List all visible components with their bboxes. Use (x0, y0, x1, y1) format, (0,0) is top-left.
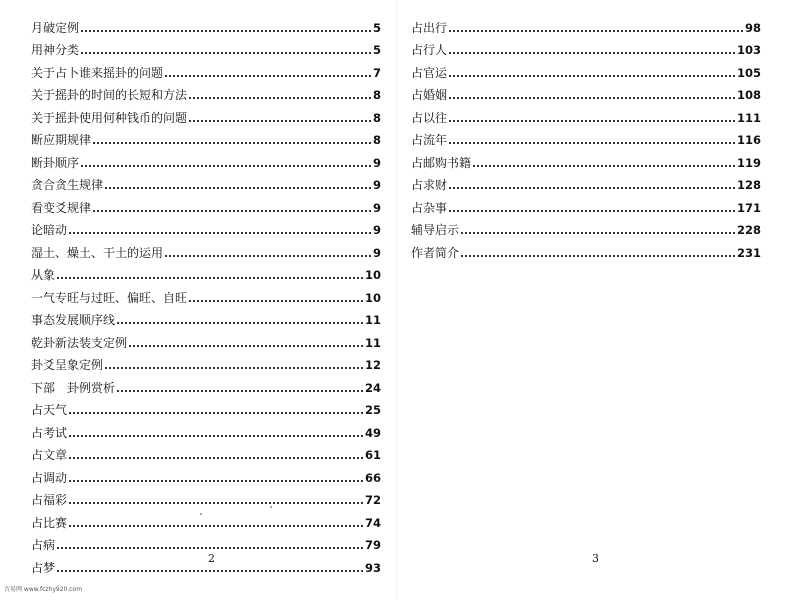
dot-leader (461, 254, 735, 257)
page-number-right: 3 (592, 552, 599, 565)
toc-entry-page: 66 (364, 470, 381, 485)
toc-entry-page: 9 (372, 178, 381, 192)
toc-entry-title: 占天气 (31, 403, 68, 417)
toc-entry-title: 关于摇卦使用何种钱币的问题 (31, 110, 188, 125)
dot-leader (461, 231, 735, 234)
toc-entry-page: 5 (372, 20, 381, 35)
toc-entry-page: 116 (736, 133, 761, 147)
toc-entry-title: 占官运 (411, 65, 448, 80)
toc-entry-page: 108 (736, 88, 761, 102)
toc-entry-page: 72 (364, 493, 381, 507)
toc-entry-page: 103 (736, 43, 761, 57)
toc-entry (411, 35, 761, 58)
toc-entry-title: 用神分类 (31, 43, 80, 57)
toc-entry (411, 80, 761, 103)
toc-entry (31, 327, 381, 350)
right-page (396, 0, 793, 600)
dot-leader (69, 479, 363, 482)
toc-entry-title: 占文章 (31, 448, 68, 462)
dot-leader (57, 569, 363, 572)
toc-entry-title: 一气专旺与过旺、偏旺、自旺 (31, 290, 188, 305)
toc-entry (31, 80, 381, 103)
toc-entry-title: 占婚姻 (411, 88, 448, 102)
toc-entry (31, 125, 381, 148)
toc-entry-page: 119 (736, 155, 761, 170)
dot-leader (129, 344, 363, 347)
dot-leader (189, 299, 363, 302)
toc-entry-page: 111 (736, 110, 761, 125)
toc-entry-title: 占出行 (411, 20, 448, 35)
toc-entry-title: 占流年 (411, 133, 448, 147)
toc-entry-page: 98 (744, 20, 761, 35)
toc-entry-page: 93 (364, 560, 381, 575)
toc-entry-page: 228 (736, 223, 761, 237)
toc-entry (31, 417, 381, 440)
page-number-left: 2 (208, 552, 215, 565)
dot-leader (105, 186, 371, 189)
toc-entry-title: 占病 (31, 538, 56, 552)
dot-leader (189, 96, 371, 99)
toc-entry-title: 事态发展顺序线 (31, 313, 116, 327)
toc-entry (411, 170, 761, 193)
dot-leader (81, 164, 371, 167)
toc-entry-page: 24 (364, 380, 381, 395)
toc-entry-title: 乾卦新法装支定例 (31, 335, 128, 350)
dot-leader (449, 74, 735, 77)
dot-leader (69, 231, 371, 234)
dot-leader (449, 186, 735, 189)
toc-entry-title: 卦爻呈象定例 (31, 358, 104, 372)
toc-entry-page: 7 (372, 65, 381, 80)
dot-leader (105, 366, 363, 369)
toc-entry-page: 9 (372, 245, 381, 260)
toc-list-right (411, 12, 761, 260)
toc-entry-page: 8 (372, 110, 381, 125)
toc-entry-title: 占行人 (411, 43, 448, 57)
toc-entry-page: 49 (364, 425, 381, 440)
dot-leader (449, 96, 735, 99)
toc-entry-title: 关于占卜谁来摇卦的问题 (31, 65, 164, 80)
toc-entry-title: 作者简介 (411, 245, 460, 260)
toc-entry-title: 占调动 (31, 470, 68, 485)
toc-entry-title: 占邮购书籍 (411, 155, 472, 170)
scan-speck (270, 506, 272, 508)
toc-entry (411, 192, 761, 215)
toc-entry-title: 占考试 (31, 425, 68, 440)
toc-list-left (31, 12, 381, 575)
toc-entry (31, 530, 381, 553)
toc-entry-page: 9 (372, 200, 381, 215)
toc-entry (31, 147, 381, 170)
toc-entry (31, 282, 381, 305)
toc-entry-page: 10 (364, 290, 381, 305)
dot-leader (69, 501, 363, 504)
dot-leader (69, 524, 363, 527)
toc-entry-title: 贪合贪生规律 (31, 178, 104, 192)
toc-entry-title: 断卦顺序 (31, 155, 80, 170)
toc-entry-title: 占以往 (411, 110, 448, 125)
toc-entry-page: 25 (364, 403, 381, 417)
toc-entry (31, 192, 381, 215)
toc-entry (31, 305, 381, 328)
left-page (0, 0, 396, 600)
dot-leader (69, 434, 363, 437)
toc-entry (31, 507, 381, 530)
dot-leader (449, 51, 735, 54)
toc-entry-title: 湿土、燥土、干土的运用 (31, 245, 164, 260)
toc-entry-page: 8 (372, 88, 381, 102)
toc-entry (31, 440, 381, 463)
dot-leader (165, 254, 371, 257)
toc-entry (411, 125, 761, 148)
toc-entry (31, 170, 381, 193)
toc-entry (411, 147, 761, 170)
toc-entry-title: 关于摇卦的时间的长短和方法 (31, 88, 188, 102)
toc-entry-title: 辅导启示 (411, 223, 460, 237)
toc-entry-page: 12 (364, 358, 381, 372)
toc-entry-title: 占杂事 (411, 200, 448, 215)
toc-entry-title: 占梦 (31, 560, 56, 575)
toc-entry (411, 215, 761, 238)
toc-entry-title: 占福彩 (31, 493, 68, 507)
dot-leader (69, 411, 363, 414)
toc-entry-page: 8 (372, 133, 381, 147)
scan-speck (200, 513, 202, 515)
toc-entry (31, 57, 381, 80)
toc-entry-title: 下部 卦例赏析 (31, 380, 116, 395)
toc-entry-page: 11 (364, 313, 381, 327)
dot-leader (449, 119, 735, 122)
toc-entry (411, 237, 761, 260)
toc-entry-page: 61 (364, 448, 381, 462)
toc-entry (31, 372, 381, 395)
toc-entry (31, 237, 381, 260)
toc-entry (31, 35, 381, 58)
toc-entry (31, 462, 381, 485)
dot-leader (449, 29, 743, 32)
dot-leader (69, 456, 363, 459)
toc-entry-page: 105 (736, 65, 761, 80)
dot-leader (81, 29, 371, 32)
toc-entry (31, 260, 381, 283)
toc-entry (31, 552, 381, 575)
site-watermark: 古易网 www.fczhy920.com (4, 586, 83, 593)
toc-entry (411, 102, 761, 125)
toc-entry-page: 10 (364, 268, 381, 282)
toc-entry-title: 占求财 (411, 178, 448, 192)
toc-entry-page: 79 (364, 538, 381, 552)
dot-leader (117, 321, 363, 324)
toc-entry-page: 171 (736, 200, 761, 215)
toc-entry (31, 485, 381, 508)
toc-entry-title: 月破定例 (31, 20, 80, 35)
dot-leader (473, 164, 735, 167)
dot-leader (449, 141, 735, 144)
toc-entry-title: 断应期规律 (31, 133, 92, 147)
dot-leader (93, 141, 371, 144)
toc-entry-title: 看变爻规律 (31, 200, 92, 215)
toc-entry-page: 9 (372, 223, 381, 237)
toc-entry (31, 350, 381, 373)
toc-entry-page: 231 (736, 245, 761, 260)
toc-entry (31, 215, 381, 238)
toc-entry (31, 395, 381, 418)
dot-leader (81, 51, 371, 54)
dot-leader (189, 119, 371, 122)
toc-entry-page: 11 (364, 335, 381, 350)
toc-entry (411, 12, 761, 35)
toc-entry-page: 9 (372, 155, 381, 170)
dot-leader (117, 389, 363, 392)
toc-entry-title: 占比赛 (31, 515, 68, 530)
toc-entry-title: 论暗动 (31, 223, 68, 237)
toc-entry-page: 128 (736, 178, 761, 192)
toc-entry (411, 57, 761, 80)
toc-entry (31, 102, 381, 125)
toc-entry (31, 12, 381, 35)
toc-entry-page: 5 (372, 43, 381, 57)
dot-leader (449, 209, 735, 212)
toc-entry-page: 74 (364, 515, 381, 530)
dot-leader (57, 276, 363, 279)
dot-leader (165, 74, 371, 77)
toc-entry-title: 从象 (31, 268, 56, 282)
dot-leader (57, 546, 363, 549)
dot-leader (93, 209, 371, 212)
